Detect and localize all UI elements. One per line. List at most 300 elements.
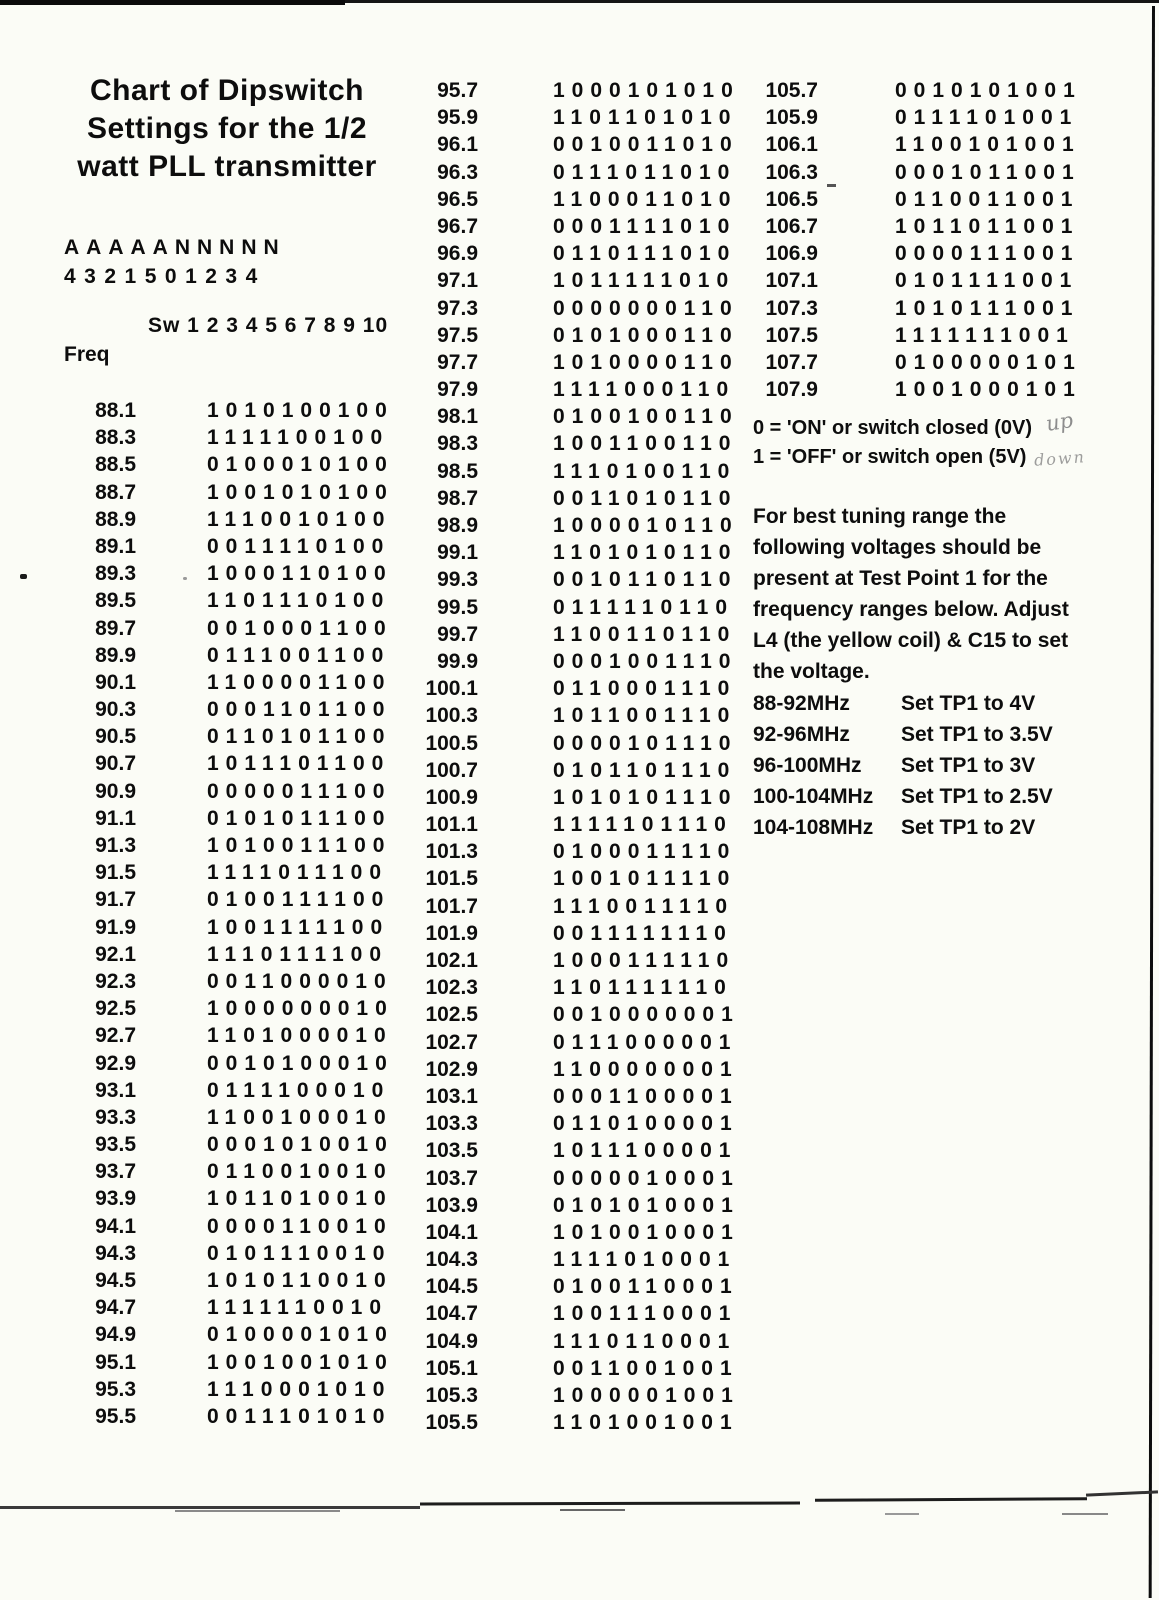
pin-numbers: 4321501234 (64, 265, 266, 288)
table-row (78, 832, 392, 859)
table-row (78, 424, 390, 451)
text-line: the voltage. (753, 660, 870, 683)
table-row (418, 1246, 737, 1273)
table-row (418, 675, 737, 702)
frequency-value: 103.7 (425, 1166, 478, 1190)
table-row (78, 914, 390, 941)
frequency-value: 107.1 (765, 269, 818, 293)
table-row (418, 430, 738, 457)
dipswitch-code: 0101101110 (553, 758, 737, 782)
frequency-value: 93.9 (95, 1187, 136, 1211)
dipswitch-code: 1000111110 (553, 949, 736, 972)
dipswitch-code: 1000001001 (553, 1384, 740, 1407)
frequency-value: 94.7 (95, 1296, 136, 1320)
dipswitch-code: 0110001110 (553, 677, 737, 701)
frequency-value: 95.1 (95, 1350, 136, 1374)
table-row (78, 1240, 392, 1267)
table-row (418, 1382, 740, 1409)
table-row (418, 865, 737, 892)
table-row (418, 1219, 740, 1246)
dipswitch-code: 1011111010 (553, 269, 736, 293)
dipswitch-code: 1000110100 (207, 562, 393, 586)
frequency-value: 91.5 (95, 861, 136, 885)
table-row (752, 131, 1081, 158)
table-row (78, 669, 392, 696)
text-line: present at Test Point 1 for the (753, 567, 1048, 590)
table-row (418, 267, 736, 294)
dipswitch-code: 0000000110 (553, 296, 739, 320)
frequency-value: 106.7 (765, 214, 818, 238)
frequency-value: 99.7 (437, 622, 478, 646)
dipswitch-code: 0101010001 (553, 1193, 740, 1217)
dipswitch-code: 0001010010 (207, 1133, 394, 1157)
switch-number-header: Sw 1 2 3 4 5 6 7 8 9 10 (148, 314, 389, 337)
freq-range: 100-104MHz (753, 785, 874, 808)
frequency-value: 93.3 (95, 1105, 136, 1129)
dipswitch-code: 1100100010 (207, 1105, 393, 1129)
frequency-value: 107.5 (765, 323, 818, 347)
frequency-value: 90.5 (95, 725, 136, 749)
table-row (418, 838, 737, 865)
table-row (78, 642, 391, 669)
frequency-value: 101.9 (425, 921, 478, 945)
table-row (78, 1077, 391, 1104)
table-row (752, 159, 1081, 186)
table-row (418, 1273, 739, 1300)
table-row (78, 995, 394, 1022)
freq-range: 88-92MHz (753, 692, 850, 715)
scan-line-bottom (420, 1502, 800, 1506)
frequency-value: 98.9 (437, 514, 478, 537)
tp1-setting: Set TP1 to 4V (901, 692, 1036, 715)
scan-edge-right (1149, 6, 1155, 1598)
table-row (418, 1001, 740, 1028)
table-row (418, 213, 737, 240)
dipswitch-code: 1111010001 (553, 1248, 737, 1272)
table-row (78, 750, 391, 777)
dipswitch-code: 1010000110 (553, 350, 739, 374)
frequency-value: 88.5 (95, 453, 136, 477)
table-row (78, 778, 392, 805)
frequency-value: 95.5 (95, 1404, 136, 1428)
dipswitch-code: 0100100110 (553, 405, 739, 429)
tp1-setting: Set TP1 to 3V (901, 754, 1036, 777)
table-row (418, 403, 739, 430)
frequency-value: 99.3 (437, 568, 478, 592)
dipswitch-code: 0010101001 (895, 79, 1082, 102)
dipswitch-code: 0111110110 (553, 595, 734, 619)
dipswitch-code: 0011000010 (207, 969, 393, 993)
table-row (752, 104, 1079, 131)
frequency-value: 97.1 (437, 269, 478, 293)
dipswitch-code: 1010111001 (895, 296, 1080, 320)
dipswitch-code: 0001101100 (207, 698, 392, 722)
dipswitch-code: 1111000110 (553, 378, 736, 402)
freq-range: 92-96MHz (753, 723, 850, 746)
frequency-value: 94.3 (95, 1241, 136, 1265)
scan-line-bottom (885, 1513, 919, 1515)
voltage-row (753, 688, 1053, 719)
table-row (418, 240, 737, 267)
text-line: For best tuning range the (753, 505, 1007, 528)
table-row (418, 566, 738, 593)
dipswitch-column-1 (78, 397, 394, 1430)
dipswitch-code: 1111100100 (207, 426, 390, 450)
frequency-value: 106.9 (765, 242, 818, 266)
dipswitch-code: 1001001010 (207, 1350, 394, 1374)
table-row (418, 784, 738, 811)
frequency-value: 97.5 (437, 323, 478, 347)
table-row (418, 458, 737, 485)
frequency-value: 93.1 (95, 1078, 136, 1102)
table-row (78, 1349, 394, 1376)
frequency-value: 90.9 (95, 779, 136, 803)
table-row (78, 1403, 392, 1430)
frequency-value: 103.3 (425, 1112, 478, 1136)
scan-edge-top-thick (0, 0, 345, 5)
frequency-value: 106.1 (765, 133, 818, 157)
table-row (78, 1104, 393, 1131)
table-row (418, 1355, 739, 1382)
dipswitch-code: 1101101010 (553, 106, 738, 130)
table-row (418, 702, 737, 729)
scan-line-bottom (815, 1497, 1087, 1501)
frequency-value: 106.5 (765, 187, 818, 211)
dipswitch-code: 0011101010 (207, 1404, 392, 1428)
table-row (752, 213, 1080, 240)
table-row (78, 533, 391, 560)
dipswitch-code: 0011001001 (553, 1356, 739, 1380)
frequency-value: 96.5 (437, 187, 478, 211)
dipswitch-code: 0010100010 (207, 1051, 394, 1075)
frequency-value: 91.7 (95, 888, 136, 912)
dipswitch-code: 1100110110 (553, 622, 737, 646)
dipswitch-code: 0000010001 (553, 1166, 740, 1190)
dipswitch-code: 1111011100 (207, 861, 388, 885)
table-row (418, 1165, 740, 1192)
frequency-value: 97.3 (437, 296, 478, 320)
table-row (78, 451, 394, 478)
frequency-value: 92.7 (95, 1024, 136, 1048)
dipswitch-code: 1010011100 (207, 834, 392, 857)
dipswitch-code: 1110111100 (207, 942, 388, 966)
frequency-value: 88.7 (95, 480, 136, 504)
dipswitch-code: 0011110100 (207, 534, 391, 558)
scan-speck (827, 184, 836, 187)
dipswitch-code: 0010011010 (553, 133, 739, 157)
switch-state-legend (753, 414, 1032, 472)
table-row (418, 1056, 739, 1083)
freq-column-header: Freq (64, 343, 110, 366)
dipswitch-code: 0110111010 (553, 242, 737, 266)
dipswitch-code: 1100011010 (553, 187, 738, 211)
frequency-value: 105.5 (425, 1411, 478, 1435)
table-row (78, 968, 393, 995)
frequency-value: 104.3 (425, 1248, 478, 1272)
frequency-value: 100.5 (425, 731, 478, 755)
table-row (418, 349, 739, 376)
frequency-value: 103.1 (425, 1084, 478, 1108)
table-row (418, 1300, 738, 1327)
tuning-note (753, 501, 1069, 687)
dipswitch-code: 0101110010 (207, 1241, 392, 1265)
table-row (78, 1050, 394, 1077)
pin-letters: AAAAANNNNN (64, 236, 286, 259)
table-row (418, 159, 737, 186)
dipswitch-code: 1011001110 (553, 704, 737, 728)
frequency-value: 91.3 (95, 834, 136, 857)
dipswitch-code: 0011111110 (553, 921, 733, 945)
dipswitch-code: 1110001010 (207, 1377, 392, 1401)
dipswitch-code: 0100001010 (207, 1323, 394, 1347)
voltage-row (753, 750, 1053, 781)
table-row (752, 267, 1079, 294)
frequency-value: 102.9 (425, 1057, 478, 1081)
scan-line-bottom (1062, 1513, 1108, 1515)
tp1-setting: Set TP1 to 2V (901, 816, 1036, 839)
table-row (418, 1029, 738, 1056)
frequency-value: 89.7 (95, 616, 136, 640)
table-row (418, 1137, 738, 1164)
table-row (752, 376, 1082, 403)
table-row (78, 723, 392, 750)
frequency-value: 101.3 (425, 840, 478, 864)
scan-speck (183, 577, 187, 580)
table-row (78, 1022, 393, 1049)
dipswitch-code: 0110101100 (207, 725, 392, 749)
table-row (752, 186, 1080, 213)
dipswitch-code: 1010010001 (553, 1220, 740, 1244)
dipswitch-code: 0010001100 (207, 616, 393, 640)
frequency-value: 93.5 (95, 1133, 136, 1157)
scan-speck (20, 574, 27, 579)
dipswitch-code: 0110100001 (553, 1112, 739, 1136)
frequency-value: 95.3 (95, 1377, 136, 1401)
text-line: following voltages should be (753, 536, 1042, 559)
frequency-value: 92.9 (95, 1051, 136, 1075)
table-row (78, 1158, 393, 1185)
dipswitch-code: 0001100001 (553, 1084, 739, 1108)
dipswitch-code: 1001110001 (553, 1302, 738, 1326)
freq-range: 96-100MHz (753, 754, 862, 777)
table-row (752, 322, 1075, 349)
table-row (78, 859, 388, 886)
frequency-value: 88.3 (95, 426, 136, 450)
dipswitch-code: 0111001100 (207, 643, 391, 667)
dipswitch-code: 0110011001 (895, 187, 1080, 211)
dipswitch-code: 1011011001 (895, 214, 1080, 238)
frequency-value: 101.1 (425, 813, 478, 837)
dipswitch-code: 0101111001 (895, 269, 1079, 293)
frequency-value: 98.5 (437, 459, 478, 483)
frequency-value: 92.3 (95, 969, 136, 993)
frequency-value: 95.7 (437, 79, 478, 102)
table-row (418, 811, 733, 838)
table-row (418, 648, 738, 675)
frequency-value: 90.3 (95, 698, 136, 722)
frequency-value: 101.5 (425, 867, 478, 891)
scan-line-bottom (560, 1509, 625, 1511)
frequency-value: 100.1 (425, 677, 478, 701)
dipswitch-code: 1101110100 (207, 589, 391, 613)
frequency-value: 103.5 (425, 1139, 478, 1163)
frequency-value: 105.9 (765, 106, 818, 130)
frequency-value: 99.9 (437, 649, 478, 673)
table-row (418, 77, 740, 104)
table-row (78, 1131, 394, 1158)
frequency-value: 105.1 (425, 1356, 478, 1380)
table-row (418, 295, 739, 322)
table-row (418, 757, 737, 784)
dipswitch-code: 0111000001 (553, 1030, 738, 1054)
dipswitch-code: 1010110010 (207, 1269, 393, 1292)
dipswitch-code: 0110010010 (207, 1160, 393, 1184)
page-title (62, 72, 392, 186)
table-row (78, 560, 393, 587)
table-row (418, 186, 738, 213)
dipswitch-code: 1101001001 (553, 1411, 739, 1435)
frequency-value: 90.1 (95, 670, 136, 694)
dipswitch-code: 1110011110 (553, 894, 734, 918)
frequency-value: 105.3 (425, 1384, 478, 1407)
voltage-row (753, 719, 1053, 750)
frequency-value: 91.1 (95, 806, 136, 830)
frequency-value: 98.7 (437, 486, 478, 510)
table-row (418, 1328, 737, 1355)
frequency-value: 107.3 (765, 296, 818, 320)
dipswitch-code: 1000000010 (207, 997, 394, 1021)
legend-line: 0 = 'ON' or switch closed (0V) (753, 417, 1033, 439)
table-row (418, 1409, 739, 1436)
dipswitch-code: 0111101001 (895, 106, 1079, 130)
frequency-value: 107.7 (765, 350, 818, 374)
dipswitch-code: 1101010110 (553, 541, 738, 565)
frequency-value: 99.5 (437, 595, 478, 619)
frequency-value: 96.1 (437, 133, 478, 157)
dipswitch-code: 0000011100 (207, 779, 392, 803)
dipswitch-code: 0100011110 (553, 840, 737, 864)
frequency-value: 98.1 (437, 405, 478, 429)
table-row (752, 77, 1082, 104)
table-row (78, 587, 391, 614)
table-row (418, 1083, 739, 1110)
table-row (78, 506, 392, 533)
text-line: L4 (the yellow coil) & C15 to set (753, 629, 1069, 652)
frequency-value: 96.3 (437, 160, 478, 184)
table-row (78, 397, 394, 424)
table-row (78, 1185, 393, 1212)
frequency-value: 107.9 (765, 378, 818, 402)
dipswitch-code: 1011010010 (207, 1187, 393, 1211)
frequency-value: 102.1 (425, 949, 478, 972)
frequency-value: 97.9 (437, 378, 478, 402)
dipswitch-code: 0101000110 (553, 323, 739, 347)
title-line: Chart of Dipswitch (89, 74, 364, 107)
frequency-value: 100.3 (425, 704, 478, 728)
frequency-value: 88.9 (95, 507, 136, 531)
table-row (418, 974, 733, 1001)
frequency-value: 88.1 (95, 399, 136, 422)
tp1-setting: Set TP1 to 2.5V (901, 785, 1053, 808)
frequency-value: 101.7 (425, 894, 478, 918)
dipswitch-code: 1101111110 (553, 976, 733, 1000)
frequency-value: 104.1 (425, 1220, 478, 1244)
dipswitch-code: 1011101100 (207, 752, 391, 776)
scan-line-bottom (1086, 1490, 1158, 1496)
dipswitch-code: 1100101001 (895, 133, 1081, 157)
dipswitch-code: 0111011010 (553, 160, 737, 184)
dipswitch-code: 1010101110 (553, 785, 738, 809)
frequency-value: 102.3 (425, 976, 478, 1000)
handwritten-note-up: up (1044, 408, 1075, 436)
frequency-value: 104.7 (425, 1302, 478, 1326)
legend-line: 1 = 'OFF' or switch open (5V) (753, 446, 1027, 468)
table-row (418, 104, 738, 131)
dipswitch-column-3 (752, 77, 1082, 403)
handwritten-note-down: down (1033, 447, 1087, 470)
dipswitch-code: 1001111100 (207, 915, 390, 939)
dipswitch-code: 1000010110 (553, 514, 739, 537)
table-row (78, 1321, 394, 1348)
frequency-value: 100.9 (425, 785, 478, 809)
table-row (78, 941, 388, 968)
frequency-value: 89.3 (95, 562, 136, 586)
scan-line-bottom (0, 1506, 420, 1509)
dipswitch-code: 0010000001 (553, 1003, 740, 1027)
table-row (78, 1376, 392, 1403)
frequency-value: 97.7 (437, 350, 478, 374)
table-row (418, 621, 737, 648)
dipswitch-code: 1100001100 (207, 670, 392, 694)
dipswitch-code: 1110010100 (207, 507, 392, 531)
table-row (78, 886, 391, 913)
dipswitch-code: 1001100110 (553, 432, 738, 456)
dipswitch-code: 1000101010 (553, 79, 740, 102)
dipswitch-column-2 (418, 77, 740, 1436)
dipswitch-code: 1001000101 (895, 378, 1082, 402)
frequency-value: 106.3 (765, 160, 818, 184)
table-row (418, 131, 739, 158)
dipswitch-code: 0000101110 (553, 731, 738, 755)
dipswitch-code: 1111110010 (207, 1296, 388, 1320)
voltage-table (753, 688, 1053, 843)
voltage-row (753, 812, 1053, 843)
dipswitch-code: 1101000010 (207, 1024, 393, 1048)
table-row (418, 485, 738, 512)
frequency-value: 98.3 (437, 432, 478, 456)
frequency-value: 93.7 (95, 1160, 136, 1184)
dipswitch-code: 0011010110 (553, 486, 738, 510)
dipswitch-code: 0100111100 (207, 888, 391, 912)
dipswitch-code: 0000111001 (895, 242, 1080, 266)
table-row (418, 1110, 739, 1137)
table-row (752, 240, 1080, 267)
freq-range: 104-108MHz (753, 816, 874, 839)
table-row (78, 805, 392, 832)
dipswitch-code: 1001010100 (207, 480, 394, 504)
dipswitch-code: 0000110010 (207, 1214, 393, 1238)
dipswitch-code: 0100000101 (895, 350, 1082, 374)
frequency-value: 95.9 (437, 106, 478, 130)
frequency-value: 96.9 (437, 242, 478, 266)
voltage-row (753, 781, 1053, 812)
table-row (78, 479, 394, 506)
table-row (752, 349, 1082, 376)
table-row (78, 1213, 393, 1240)
dipswitch-code: 1110100110 (553, 459, 737, 483)
frequency-value: 99.1 (437, 541, 478, 565)
table-row (418, 376, 736, 403)
